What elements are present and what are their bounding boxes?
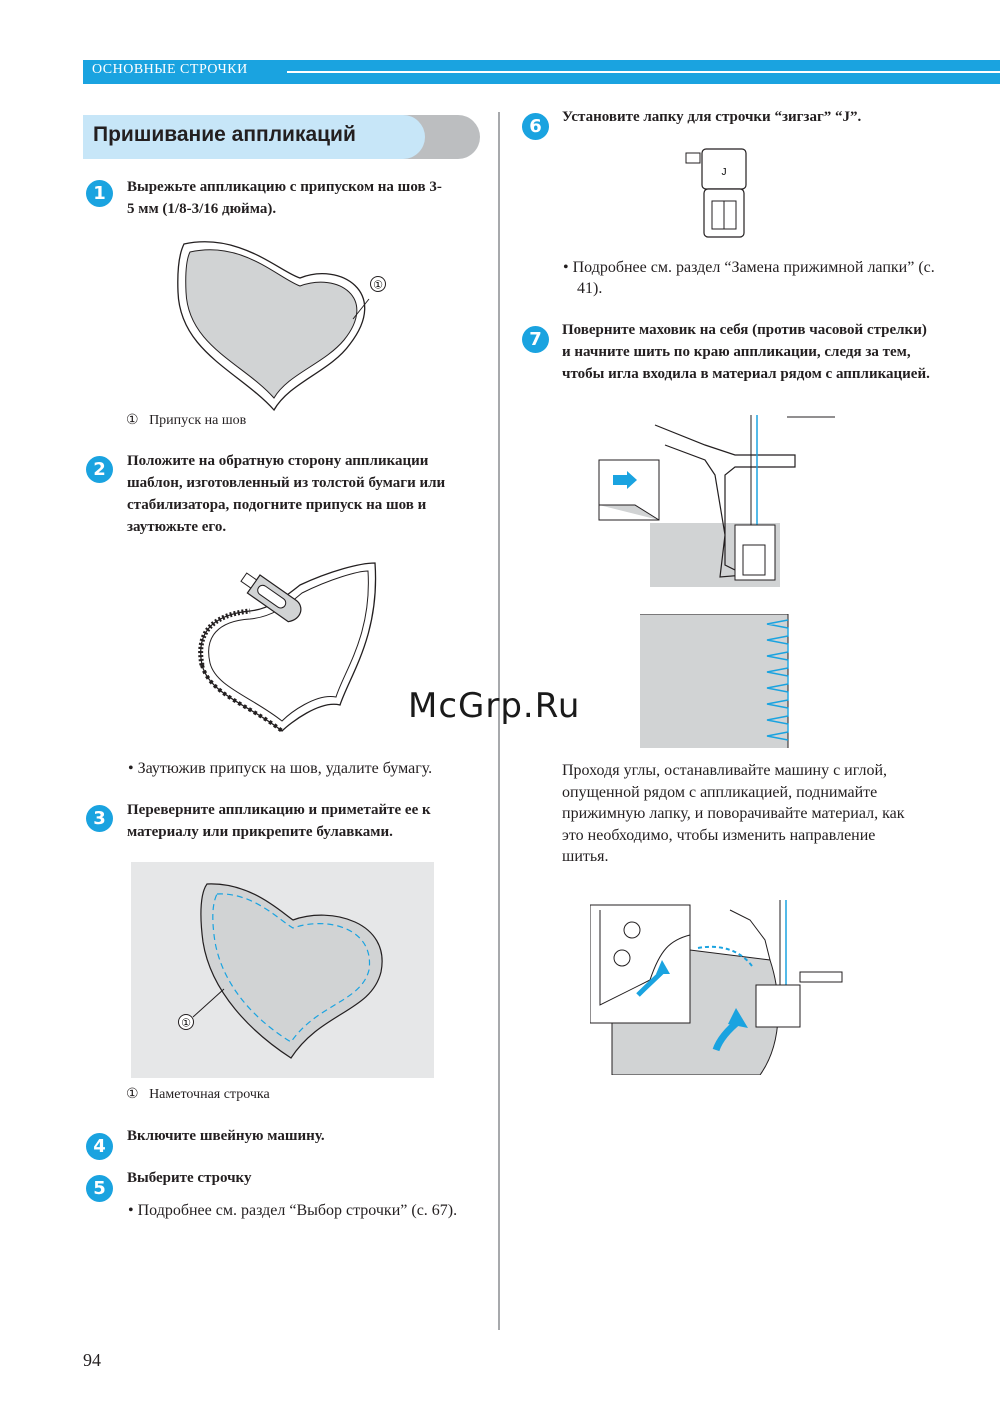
step-7-text: Поверните маховик на себя (против часовой стрелки) и начните шить по краю аппликации, следя за тем, чтобы игла входила в материал рядом с аппликацией. xyxy=(562,322,930,382)
fig1-callout: ① xyxy=(373,279,383,292)
basting-figure xyxy=(131,862,434,1078)
bullet: • xyxy=(128,1202,134,1219)
legend-label: Наметочная строчка xyxy=(149,1087,270,1102)
note-text: Заутюжив припуск на шов, удалите бумагу. xyxy=(137,760,433,777)
step-6-note xyxy=(563,257,937,299)
section-title: ОСНОВНЫЕ СТРОЧКИ xyxy=(92,62,248,77)
step-2-text: Положите на обратную сторону аппликации шаблон, изготовленный из толстой бумаги или стабилизатора, подогните припуск на шов и заутюжьте его. xyxy=(127,453,446,535)
step-5-text: Выберите строчку xyxy=(127,1170,252,1186)
step-5-note xyxy=(128,1200,492,1221)
step-1-number: 1 xyxy=(86,180,113,207)
corner-instructions: Проходя углы, останавливайте машину с иглой, опущенной рядом с аппликацией, поднимайте прижимную лапку, и поворачивайте материал, как это необходимо, чтобы изменить направление шитья. xyxy=(562,762,905,865)
note-text: Подробнее см. раздел “Выбор строчки” (с. 67). xyxy=(137,1202,458,1219)
step-4-text: Включите швейную машину. xyxy=(127,1128,325,1144)
bullet: • xyxy=(128,760,134,777)
step-3-text: Переверните аппликацию и приметайте ее к материалу или прикрепите булавками. xyxy=(127,802,431,840)
applique-cut-figure xyxy=(170,232,400,412)
step-6-number: 6 xyxy=(522,113,549,140)
fig3-legend xyxy=(126,1086,270,1103)
step-7-number: 7 xyxy=(522,326,549,353)
header-rule xyxy=(287,71,1000,73)
sewing-edge-figure xyxy=(595,415,840,587)
foot-letter: J xyxy=(721,167,727,178)
callout-marker: ① xyxy=(126,413,139,428)
presser-foot-j-figure xyxy=(684,145,756,241)
fig1-legend xyxy=(126,412,246,429)
legend-label: Припуск на шов xyxy=(149,413,247,428)
step-3-number: 3 xyxy=(86,805,113,832)
corner-turn-figure xyxy=(590,900,845,1075)
iron-template-figure xyxy=(190,555,380,735)
watermark: McGrp.Ru xyxy=(408,686,581,726)
step-5-number: 5 xyxy=(86,1175,113,1202)
bullet: • xyxy=(563,259,569,276)
step-2-note xyxy=(128,758,502,779)
step-2-number: 2 xyxy=(86,456,113,483)
zigzag-seam-figure xyxy=(640,614,792,748)
step-1-text: Вырежьте аппликацию с припуском на шов 3-5 мм (1/8-3/16 дюйма). xyxy=(127,179,442,217)
step-4-number: 4 xyxy=(86,1133,113,1160)
fig3-callout: ① xyxy=(181,1017,191,1030)
page-number: 94 xyxy=(83,1350,101,1370)
step-6-text: Установите лапку для строчки “зигзаг” “J”. xyxy=(562,109,862,125)
page-title: Пришивание аппликаций xyxy=(93,123,356,146)
callout-marker: ① xyxy=(126,1087,139,1102)
note-text: Подробнее см. раздел “Замена прижимной лапки” (с. 41). xyxy=(572,259,935,297)
